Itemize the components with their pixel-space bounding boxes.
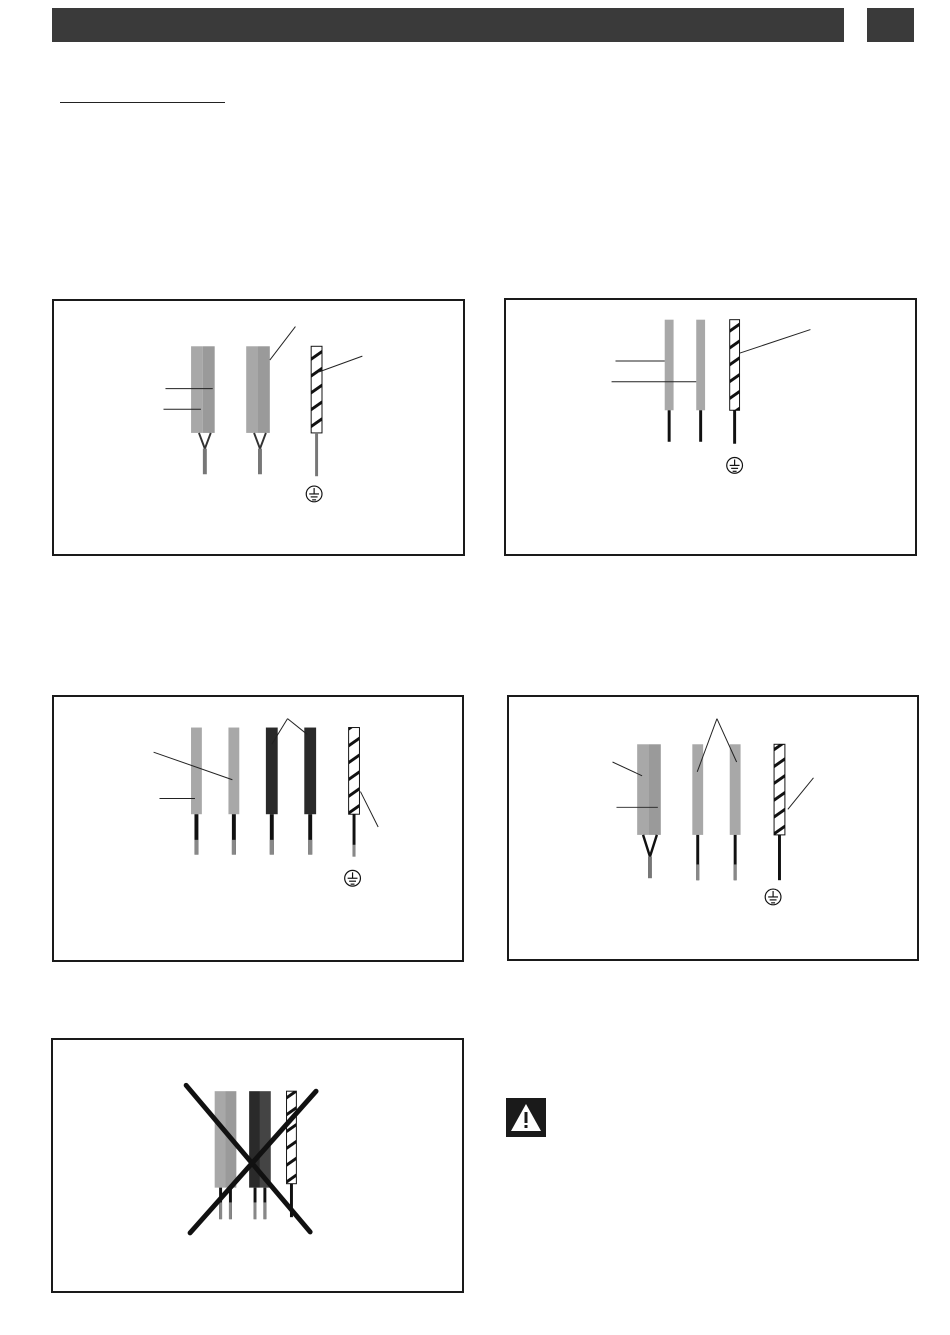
earth-conductor xyxy=(287,1091,297,1217)
wiring-diagram-4 xyxy=(507,695,919,961)
wiring-diagram-5-incorrect xyxy=(51,1038,464,1293)
wiring-diagram-3-drawing xyxy=(54,697,462,960)
earth-ground-icon xyxy=(306,486,322,502)
wiring-diagram-5-drawing xyxy=(53,1040,462,1291)
warning-triangle-icon xyxy=(506,1098,546,1137)
header-bar xyxy=(52,8,844,42)
earth-conductor xyxy=(730,320,740,444)
wiring-diagram-1-drawing xyxy=(54,301,463,554)
conductor-pair-1 xyxy=(191,346,215,474)
earth-conductor xyxy=(774,744,785,880)
conductor-black-1 xyxy=(266,728,278,855)
earth-ground-icon xyxy=(727,458,743,474)
wiring-diagram-1 xyxy=(52,299,465,556)
conductor-grey-1 xyxy=(692,744,703,880)
conductor-black-2 xyxy=(304,728,316,855)
header-page-tab xyxy=(867,8,914,42)
conductor-grey-2 xyxy=(730,744,741,880)
earth-ground-icon xyxy=(765,889,781,905)
conductor-1 xyxy=(665,320,674,442)
conductor-grey-1 xyxy=(191,728,202,855)
leader-lines xyxy=(154,719,379,827)
earth-conductor xyxy=(311,346,322,476)
conductor-grey-2 xyxy=(228,728,239,855)
conductor-2 xyxy=(696,320,705,442)
wiring-diagram-4-drawing xyxy=(509,697,917,959)
conductor-pair xyxy=(637,744,661,878)
earth-ground-icon xyxy=(345,870,361,886)
wiring-diagram-2 xyxy=(504,298,917,556)
conductor-pair-2 xyxy=(246,346,270,474)
wiring-diagram-3 xyxy=(52,695,464,962)
leader-lines xyxy=(612,330,811,382)
earth-conductor xyxy=(349,728,360,857)
wiring-diagram-2-drawing xyxy=(506,300,915,554)
section-heading-underline xyxy=(60,102,225,103)
